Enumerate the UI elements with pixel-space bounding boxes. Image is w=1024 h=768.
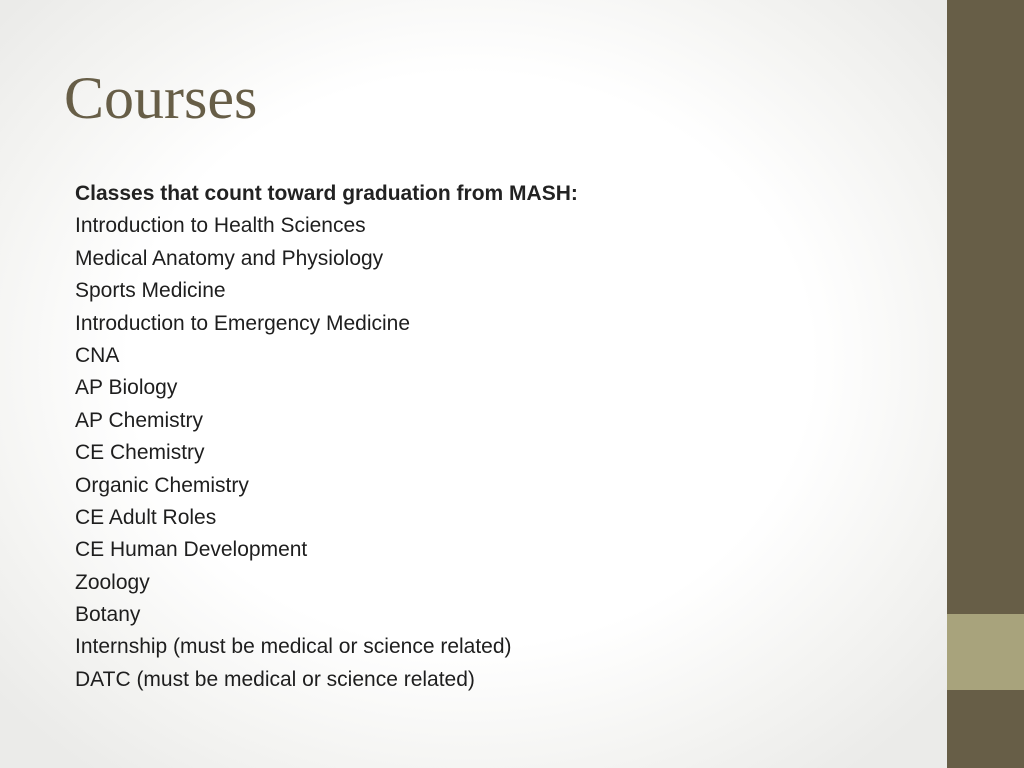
course-item: Internship (must be medical or science related): [75, 635, 512, 659]
course-item: Introduction to Emergency Medicine: [75, 311, 411, 335]
content-heading: Classes that count toward graduation from MASH:: [75, 182, 578, 205]
course-item: CE Human Development: [75, 538, 308, 562]
side-accent-decoration: [947, 614, 1024, 690]
course-item: CE Adult Roles: [75, 505, 217, 529]
course-item: CE Chemistry: [75, 441, 205, 465]
course-item: Zoology: [75, 570, 150, 594]
course-item: DATC (must be medical or science related): [75, 667, 475, 691]
course-item: Organic Chemistry: [75, 473, 249, 497]
course-item: Botany: [75, 603, 141, 627]
slide-content: [75, 178, 935, 696]
course-item: CNA: [75, 343, 120, 367]
course-item: Medical Anatomy and Physiology: [75, 246, 384, 270]
course-item: AP Chemistry: [75, 408, 203, 432]
course-item: Sports Medicine: [75, 279, 226, 303]
course-item: AP Biology: [75, 376, 178, 400]
course-list: [75, 210, 935, 696]
course-item: Introduction to Health Sciences: [75, 214, 366, 238]
slide-title: Courses: [64, 65, 258, 131]
